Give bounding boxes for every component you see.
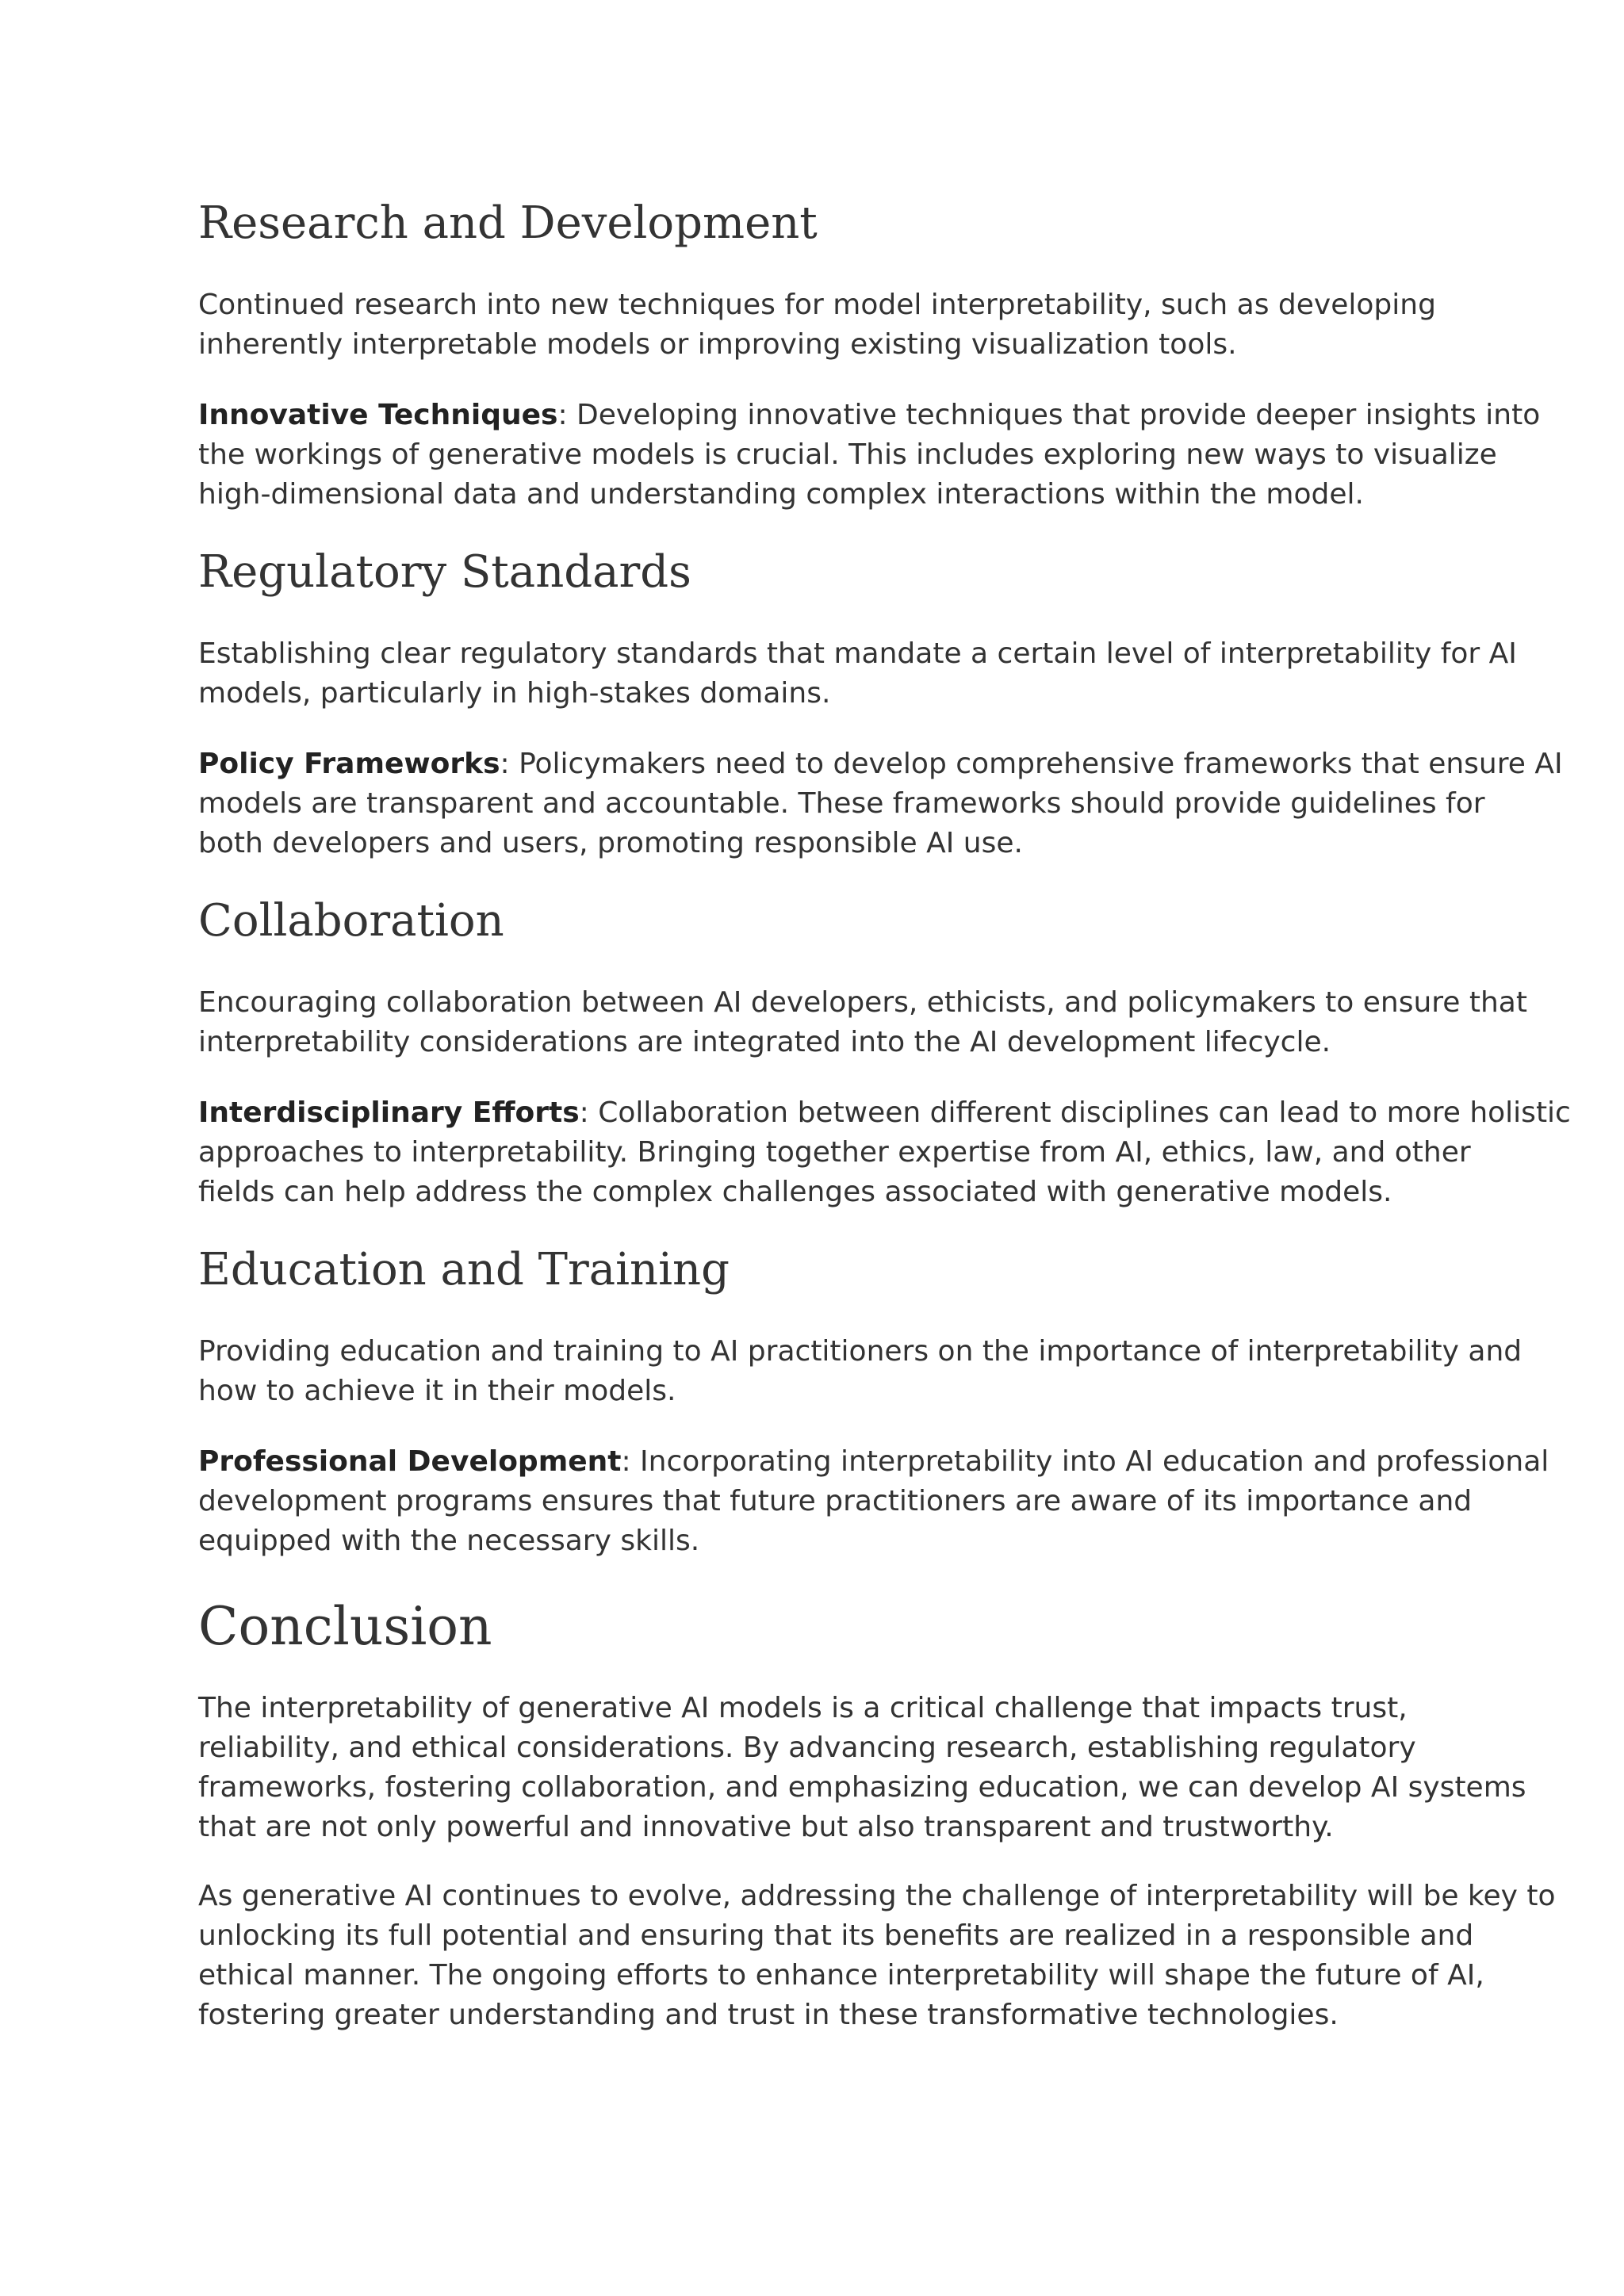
text-line: that are not only powerful and innovative but also transparent and trustworthy. [198, 1811, 1334, 1843]
text-line: Establishing clear regulatory standards that mandate a certain level of interpretability for AI [198, 637, 1517, 670]
section-intro-education [198, 1332, 1522, 1411]
text-line: unlocking its full potential and ensuring that its benefits are realized in a responsible and [198, 1919, 1474, 1952]
detail-lead-text: : Incorporating interpretability into AI education and professional [621, 1445, 1549, 1478]
detail-lead-label: Interdisciplinary Efforts [198, 1096, 580, 1129]
text-line: models, particularly in high-stakes domains. [198, 677, 831, 710]
text-line: fostering greater understanding and trust in these transformative technologies. [198, 1999, 1339, 2031]
text-line: interpretability considerations are integrated into the AI development lifecycle. [198, 1026, 1331, 1058]
detail-lead-text: : Developing innovative techniques that provide deeper insights into [557, 399, 1541, 431]
conclusion-paragraph-2 [198, 1877, 1556, 2035]
text-line: the workings of generative models is crucial. This includes exploring new ways to visualize [198, 438, 1497, 471]
text-line: frameworks, fostering collaboration, and emphasizing education, we can develop AI systems [198, 1771, 1526, 1804]
conclusion-paragraph-1 [198, 1689, 1526, 1847]
text-line [198, 1442, 1549, 1482]
text-line: how to achieve it in their models. [198, 1375, 676, 1407]
section-intro-collaboration [198, 983, 1527, 1062]
text-line: reliability, and ethical considerations. By advancing research, establishing regulatory [198, 1732, 1416, 1764]
text-line: As generative AI continues to evolve, addressing the challenge of interpretability will be key to [198, 1880, 1556, 1912]
section-intro-research [198, 285, 1435, 365]
text-line: Providing education and training to AI practitioners on the importance of interpretability and [198, 1335, 1522, 1368]
text-line: Continued research into new techniques for model interpretability, such as developing [198, 289, 1436, 321]
detail-lead-label: Professional Development [198, 1445, 622, 1478]
text-line: The interpretability of generative AI models is a critical challenge that impacts trust, [198, 1692, 1408, 1724]
text-line: fields can help address the complex challenges associated with generative models. [198, 1176, 1392, 1208]
text-line: models are transparent and accountable. These frameworks should provide guidelines for [198, 787, 1485, 820]
section-heading-education: Education and Training [198, 1244, 730, 1295]
text-line: Encouraging collaboration between AI developers, ethicists, and policymakers to ensure that [198, 986, 1527, 1019]
section-heading-collaboration: Collaboration [198, 895, 504, 947]
text-line [198, 744, 1563, 784]
detail-lead-text: : Collaboration between different disciplines can lead to more holistic [579, 1096, 1571, 1129]
detail-lead-label: Policy Frameworks [198, 748, 500, 780]
section-heading-regulatory: Regulatory Standards [198, 546, 691, 598]
text-line: equipped with the necessary skills. [198, 1525, 700, 1557]
conclusion-heading: Conclusion [198, 1596, 492, 1657]
section-detail-research [198, 396, 1541, 515]
text-line [198, 1093, 1571, 1133]
text-line: high-dimensional data and understanding complex interactions within the model. [198, 478, 1364, 511]
text-line: both developers and users, promoting responsible AI use. [198, 827, 1023, 859]
text-line: inherently interpretable models or improving existing visualization tools. [198, 328, 1237, 361]
text-line [198, 396, 1541, 435]
section-detail-regulatory [198, 744, 1563, 863]
section-detail-collaboration [198, 1093, 1571, 1212]
section-detail-education [198, 1442, 1549, 1561]
detail-lead-text: : Policymakers need to develop comprehensive frameworks that ensure AI [500, 748, 1563, 780]
text-line: approaches to interpretability. Bringing together expertise from AI, ethics, law, and other [198, 1136, 1471, 1169]
section-heading-research: Research and Development [198, 197, 818, 249]
text-line: ethical manner. The ongoing efforts to enhance interpretability will shape the future of AI, [198, 1959, 1484, 1992]
section-intro-regulatory [198, 634, 1517, 714]
detail-lead-label: Innovative Techniques [198, 399, 558, 431]
text-line: development programs ensures that future practitioners are aware of its importance and [198, 1485, 1473, 1517]
